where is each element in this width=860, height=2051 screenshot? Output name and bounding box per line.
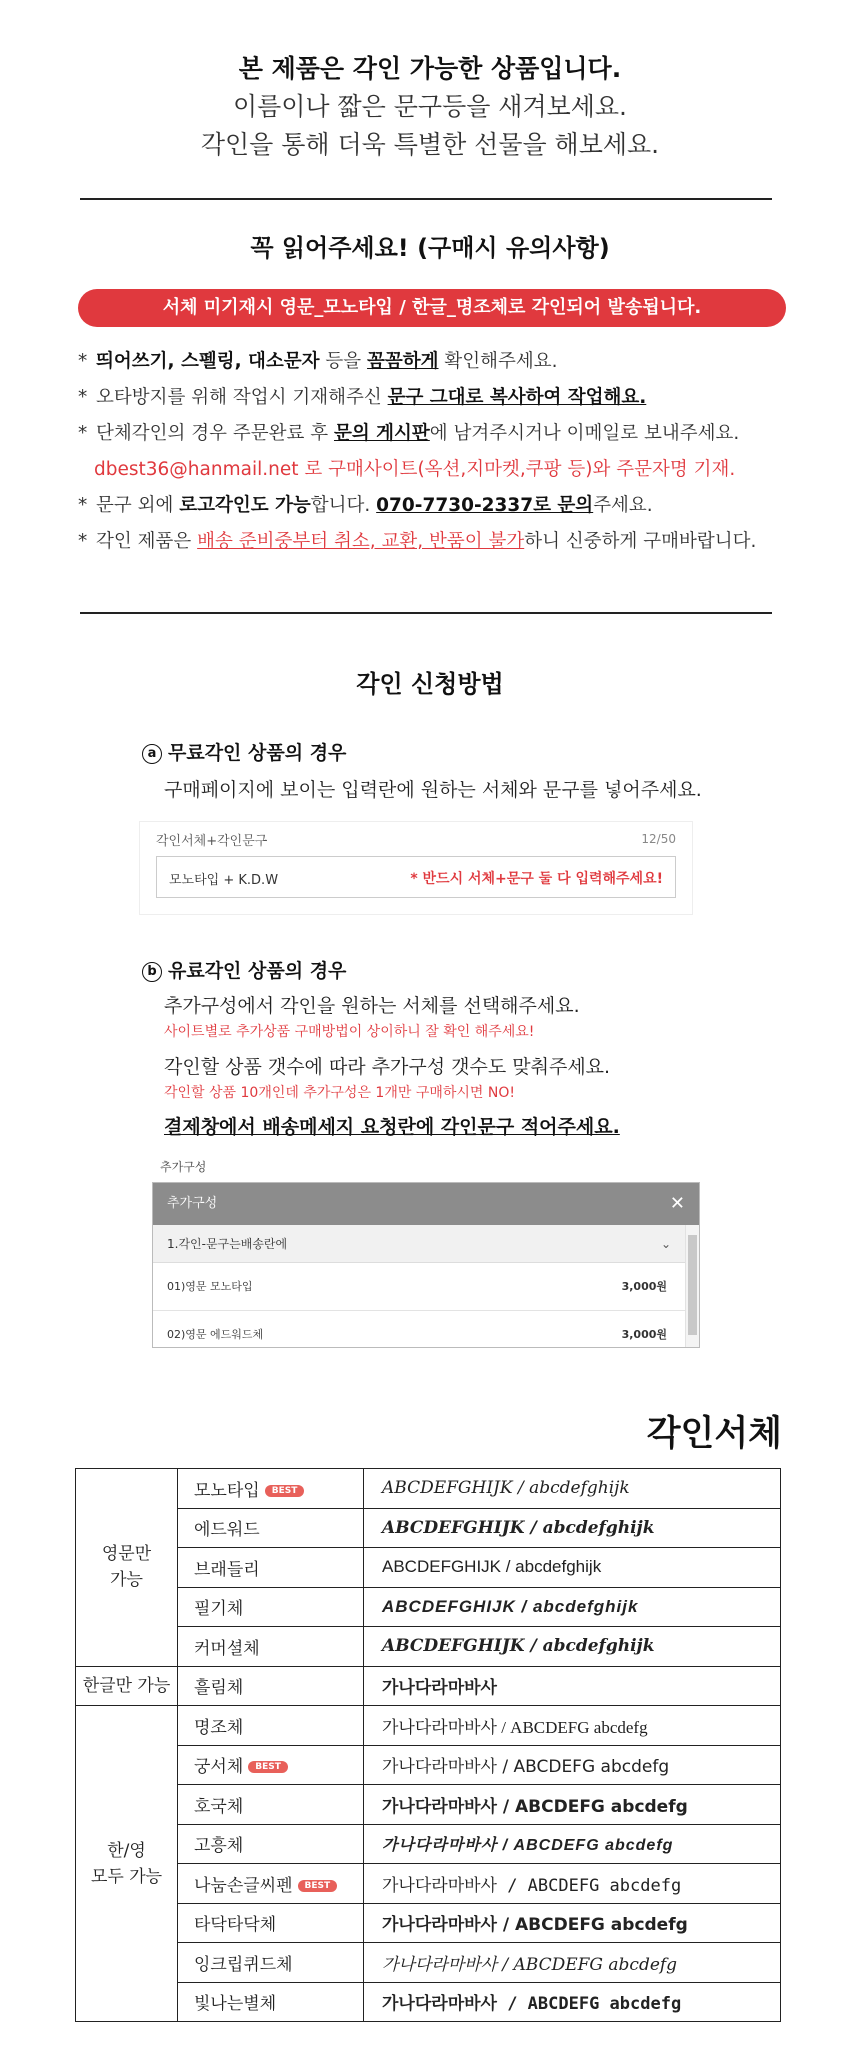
font-name: 모노타입 — [194, 1480, 260, 1501]
best-badge: BEST — [248, 1761, 288, 1773]
font-sample: 가나다라마바사 / ABCDEFG abcdefg — [364, 1785, 781, 1825]
font-sample: 가나다라마바사 / ABCDEFG abcdefg — [364, 1982, 781, 2022]
font-sample: 가나다라마바사 — [364, 1666, 781, 1706]
group-label: 영문만 가능 — [101, 1544, 152, 1591]
addon-select-value: 1.각인-문구는배송란에 — [167, 1237, 288, 1251]
notice-text: 문구 외에 — [96, 495, 180, 516]
group-label: 한글만 가능 — [82, 1675, 171, 1696]
group-korean-only — [76, 1666, 178, 1706]
addon-select[interactable] — [153, 1225, 685, 1263]
bullet-star-icon: * — [78, 387, 88, 408]
notice-text: 확인해주세요. — [438, 351, 558, 372]
email-notice: dbest36@hanmail.net 로 구매사이트(옥션,지마켓,쿠팡 등)와 주문자명 기재. — [94, 459, 736, 480]
close-icon[interactable]: ✕ — [669, 1193, 685, 1214]
notice-emphasis: 띄어쓰기, 스펠링, 대소문자 — [96, 351, 320, 372]
circled-a-icon: a — [142, 744, 162, 764]
divider — [80, 198, 772, 200]
font-sample: 가나다라마바사 / ABCDEFG abcdefg — [364, 1903, 781, 1943]
font-name-cell — [178, 1666, 364, 1706]
table-row — [76, 1785, 781, 1825]
notice-text: 각인 제품은 — [96, 531, 198, 552]
intro-section — [0, 50, 860, 164]
circled-b-icon: b — [142, 962, 162, 982]
font-name: 커머셜체 — [194, 1638, 260, 1659]
bullet-star-icon: * — [78, 495, 88, 516]
addon-option-name: 01)영문 모노타입 — [167, 1280, 253, 1293]
table-row — [76, 1824, 781, 1864]
table-row — [76, 1943, 781, 1983]
font-table — [75, 1468, 781, 2022]
table-row — [76, 1666, 781, 1706]
font-sample: 가나다라마바사 / ABCDEFG abcdefg — [364, 1864, 781, 1904]
font-sample: 가나다라마바사 / ABCDEFG abcdefg — [364, 1706, 781, 1746]
group-both — [76, 1706, 178, 2022]
notice-text: 하니 신중하게 구매바랍니다. — [524, 531, 757, 552]
qna-board-link[interactable]: 문의 게시판 — [333, 423, 430, 444]
notice-item — [78, 344, 838, 380]
font-sample: 가나다라마바사 / ABCDEFG abcdefg — [364, 1943, 781, 1983]
addon-option-name: 02)영문 에드워드체 — [167, 1328, 264, 1341]
font-name: 잉크립퀴드체 — [194, 1954, 293, 1975]
notice-title: 꼭 읽어주세요! (구매시 유의사항) — [250, 234, 610, 262]
notice-item — [78, 380, 838, 416]
table-row — [76, 1627, 781, 1667]
notice-text: 단체각인의 경우 주문완료 후 — [96, 423, 334, 444]
notice-text: 등을 — [319, 351, 368, 372]
font-name-cell — [178, 1469, 364, 1509]
font-name: 흘림체 — [194, 1678, 244, 1699]
addon-option-price: 3,000원 — [621, 1328, 667, 1341]
font-name-cell — [178, 1745, 364, 1785]
input-label: 각인서체+각인문구 — [156, 834, 268, 849]
bullet-star-icon: * — [78, 531, 88, 552]
engraving-input[interactable] — [156, 856, 676, 898]
phone-contact: 070-7730-2337로 문의 — [376, 495, 594, 516]
font-name: 궁서체 — [194, 1757, 244, 1778]
font-sample: 가나다라마바사 / ABCDEFG abcdefg — [364, 1745, 781, 1785]
font-name-cell — [178, 1627, 364, 1667]
font-name: 호국체 — [194, 1796, 244, 1817]
table-row — [76, 1706, 781, 1746]
bullet-star-icon: * — [78, 423, 88, 444]
notice-emphasis: 배송 준비중부터 취소, 교환, 반품이 불가 — [197, 531, 525, 552]
group-label: 한/영 모두 가능 — [90, 1840, 163, 1887]
paid-step-2: 각인할 상품 갯수에 따라 추가구성 갯수도 맞춰주세요. — [164, 1056, 611, 1078]
font-name-cell — [178, 1864, 364, 1904]
font-sample: ABCDEFGHIJK / abcdefghijk — [364, 1469, 781, 1509]
paid-heading-text: 유료각인 상품의 경우 — [168, 960, 347, 982]
scrollbar-thumb[interactable] — [688, 1235, 697, 1335]
engraving-input-example — [140, 822, 692, 914]
font-name-cell — [178, 1706, 364, 1746]
font-sample: ABCDEFGHIJK / abcdefghijk — [364, 1587, 781, 1627]
notice-item — [78, 416, 838, 452]
font-name: 브래들리 — [194, 1559, 260, 1580]
font-name-cell — [178, 1587, 364, 1627]
font-list-title: 각인서체 — [646, 1414, 782, 1454]
notice-item — [78, 488, 838, 524]
addon-outer-label: 추가구성 — [160, 1160, 207, 1174]
addon-option[interactable] — [153, 1311, 685, 1348]
paid-step-3: 결제창에서 배송메세지 요청란에 각인문구 적어주세요. — [164, 1116, 620, 1138]
addon-header — [153, 1183, 699, 1225]
table-row — [76, 1745, 781, 1785]
table-row — [76, 1982, 781, 2022]
font-name: 에드워드 — [194, 1520, 260, 1541]
font-name: 타닥타닥체 — [194, 1915, 277, 1936]
intro-line-3: 각인을 통해 더욱 특별한 선물을 해보세요. — [200, 130, 660, 159]
addon-option-price: 3,000원 — [621, 1280, 667, 1293]
best-badge: BEST — [298, 1880, 338, 1892]
table-row — [76, 1469, 781, 1509]
addon-panel-example — [152, 1182, 700, 1348]
font-sample: ABCDEFGHIJK / abcdefghijk — [364, 1627, 781, 1667]
font-sample: ABCDEFGHIJK / abcdefghijk — [364, 1508, 781, 1548]
addon-scrollbar[interactable] — [685, 1225, 699, 1347]
font-name-cell — [178, 1824, 364, 1864]
divider — [80, 612, 772, 614]
intro-line-1: 본 제품은 각인 가능한 상품입니다. — [238, 54, 622, 83]
free-engraving-heading — [142, 738, 346, 765]
paid-step-2-note: 각인할 상품 10개인데 추가구성은 1개만 구매하시면 NO! — [164, 1085, 516, 1101]
paid-step-1-note: 사이트별로 추가상품 구매방법이 상이하니 잘 확인 해주세요! — [164, 1024, 535, 1040]
addon-option[interactable] — [153, 1263, 685, 1311]
font-sample: ABCDEFGHIJK / abcdefghijk — [364, 1548, 781, 1588]
notice-emphasis: 꼼꼼하게 — [367, 351, 439, 372]
font-name-cell — [178, 1508, 364, 1548]
free-heading-text: 무료각인 상품의 경우 — [168, 742, 347, 764]
notice-emphasis: 문구 그대로 복사하여 작업해요. — [387, 387, 647, 408]
table-row — [76, 1587, 781, 1627]
char-counter: 12/50 — [641, 832, 676, 846]
font-sample: 가나다라마바사 / ABCDEFG abcdefg — [364, 1824, 781, 1864]
notice-text: 오타방지를 위해 작업시 기재해주신 — [96, 387, 388, 408]
font-name: 명조체 — [194, 1717, 244, 1738]
notice-item — [78, 524, 838, 560]
font-name-cell — [178, 1943, 364, 1983]
font-name-cell — [178, 1982, 364, 2022]
group-english-only — [76, 1469, 178, 1667]
paid-engraving-heading — [142, 956, 346, 983]
table-row — [76, 1903, 781, 1943]
default-font-banner: 서체 미기재시 영문_모노타입 / 한글_명조체로 각인되어 발송됩니다. — [78, 289, 786, 327]
best-badge: BEST — [265, 1485, 305, 1497]
table-row — [76, 1548, 781, 1588]
notice-emphasis: 로고각인도 가능 — [179, 495, 311, 516]
input-value: 모노타입 + K.D.W — [169, 873, 279, 888]
table-row — [76, 1508, 781, 1548]
chevron-down-icon: ⌄ — [660, 1237, 671, 1251]
intro-line-2: 이름이나 짧은 문구등을 새겨보세요. — [232, 92, 628, 121]
font-name: 빛나는별체 — [194, 1994, 277, 2015]
font-name: 필기체 — [194, 1599, 244, 1620]
notice-text: 합니다. — [310, 495, 377, 516]
bullet-star-icon: * — [78, 351, 88, 372]
input-warning: * 반드시 서체+문구 둘 다 입력해주세요! — [410, 871, 663, 887]
notice-text: 에 남겨주시거나 이메일로 보내주세요. — [429, 423, 740, 444]
addon-header-title: 추가구성 — [167, 1196, 218, 1211]
notice-text: 주세요. — [593, 495, 653, 516]
font-name-cell — [178, 1548, 364, 1588]
method-title: 각인 신청방법 — [356, 670, 504, 698]
font-name: 고흥체 — [194, 1836, 244, 1857]
font-name-cell — [178, 1785, 364, 1825]
table-row — [76, 1864, 781, 1904]
free-engraving-text: 구매페이지에 보이는 입력란에 원하는 서체와 문구를 넣어주세요. — [164, 779, 702, 801]
font-name-cell — [178, 1903, 364, 1943]
paid-step-1: 추가구성에서 각인을 원하는 서체를 선택해주세요. — [164, 995, 580, 1017]
notice-list — [78, 344, 838, 560]
font-name: 나눔손글씨펜 — [194, 1875, 293, 1896]
